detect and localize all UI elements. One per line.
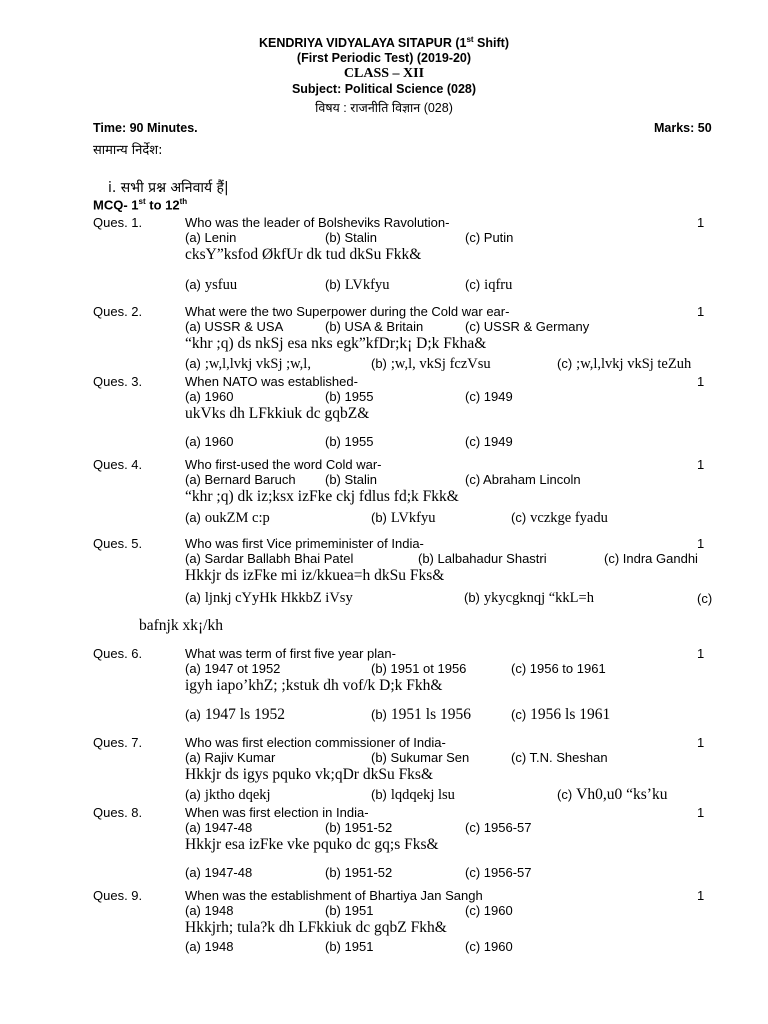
question-text: When was first election in India- xyxy=(185,805,369,820)
question-text-alt: Hkkjrh; tula?k dh LFkkiuk dc gqbZ Fkh& xyxy=(185,919,447,936)
question-text-alt: igyh iapo’khZ; ;kstuk dh vof/k D;k Fkh& xyxy=(185,677,443,694)
question-mark: 1 xyxy=(697,888,705,903)
option-c: (c) USSR & Germany xyxy=(465,319,590,334)
school-name: KENDRIYA VIDYALAYA SITAPUR (1st Shift) xyxy=(258,35,509,51)
question-text-alt: Hkkjr ds izFke mi iz/kkuea=h dkSu Fks& xyxy=(185,567,445,584)
alt-option-a: (a) 1948 xyxy=(185,939,234,954)
section-title: MCQ- 1st to 12th xyxy=(93,197,188,213)
alt-option-b: (b) 1951-52 xyxy=(325,865,393,880)
alt-option-c: (c) 1949 xyxy=(465,434,513,449)
question-label: Ques. 3. xyxy=(93,374,143,389)
alt-option-b: (b) 1951 ls 1956 xyxy=(371,706,471,723)
question-label: Ques. 7. xyxy=(93,735,143,750)
question-mark: 1 xyxy=(697,304,705,319)
alt-option-c-text: bafnjk xk¡/kh xyxy=(139,617,223,634)
question-text: What was term of first five year plan- xyxy=(185,646,396,661)
alt-option-c: (c) 1956 ls 1961 xyxy=(511,706,611,723)
question-label: Ques. 1. xyxy=(93,215,143,230)
subject-title-hindi: विषय : राजनीति विज्ञान (028) xyxy=(315,101,453,115)
subject-title: Subject: Political Science (028) xyxy=(291,82,477,96)
question-text: When NATO was established- xyxy=(185,374,358,389)
option-b: (b) Stalin xyxy=(325,472,378,487)
alt-option-c: (c) 1956-57 xyxy=(465,865,532,880)
question-text-alt: Hkkjr ds igys pquko vk;qDr dkSu Fks& xyxy=(185,766,434,783)
alt-option-a: (a) ysfuu xyxy=(185,277,238,293)
question-mark: 1 xyxy=(697,536,705,551)
class-title: CLASS – XII xyxy=(343,66,425,81)
question-mark: 1 xyxy=(697,735,705,750)
alt-option-c: (c) vczkge fyadu xyxy=(511,510,608,526)
question-text-alt: Hkkjr esa izFke vke pquko dc gq;s Fks& xyxy=(185,836,439,853)
question-text: Who was the leader of Bolsheviks Ravolution- xyxy=(185,215,450,230)
option-b: (b) 1951 ot 1956 xyxy=(371,661,467,676)
question-text-alt: cksY”ksfod ØkfUr dk tud dkSu Fkk& xyxy=(185,246,422,263)
option-b: (b) Lalbahadur Shastri xyxy=(418,551,547,566)
alt-option-a: (a) ljnkj cYyHk HkkbZ iVsy xyxy=(185,590,353,606)
instructions-title: सामान्य निर्देश: xyxy=(93,143,163,158)
question-text: When was the establishment of Bhartiya Jan Sangh xyxy=(185,888,483,903)
option-a: (a) Bernard Baruch xyxy=(185,472,296,487)
option-a: (a) Lenin xyxy=(185,230,237,245)
option-b: (b) USA & Britain xyxy=(325,319,424,334)
alt-option-a: (a) 1947-48 xyxy=(185,865,253,880)
alt-option-b: (b) LVkfyu xyxy=(371,510,436,526)
test-name: (First Periodic Test) (2019-20) xyxy=(296,51,472,65)
question-text: What were the two Superpower during the Cold war ear- xyxy=(185,304,510,319)
alt-option-b: (b) 1951 xyxy=(325,939,374,954)
option-c: (c) Putin xyxy=(465,230,514,245)
question-mark: 1 xyxy=(697,457,705,472)
question-mark: 1 xyxy=(697,805,705,820)
alt-option-b: (b) ;w,l, vkSj fczVsu xyxy=(371,356,491,372)
option-c: (c) 1949 xyxy=(465,389,513,404)
option-c: (c) T.N. Sheshan xyxy=(511,750,608,765)
question-text-alt: “khr ;q) ds nkSj esa nks egk”kfDr;k¡ D;k Fkha& xyxy=(185,335,487,352)
question-text: Who first-used the word Cold war- xyxy=(185,457,382,472)
alt-option-b: (b) LVkfyu xyxy=(325,277,390,293)
alt-option-a: (a) ;w,l,lvkj vkSj ;w,l, xyxy=(185,356,311,372)
max-marks: Marks: 50 xyxy=(654,121,712,135)
question-mark: 1 xyxy=(697,215,705,230)
option-a: (a) 1947 ot 1952 xyxy=(185,661,281,676)
option-c: (c) Abraham Lincoln xyxy=(465,472,581,487)
question-label: Ques. 4. xyxy=(93,457,143,472)
alt-option-c: (c) Vh0,u0 “ks’ku xyxy=(557,786,668,803)
question-label: Ques. 5. xyxy=(93,536,143,551)
question-text-alt: “khr ;q) dk iz;ksx izFke ckj fdlus fd;k Fkk& xyxy=(185,488,459,505)
option-b: (b) 1955 xyxy=(325,389,374,404)
question-text-alt: ukVks dh LFkkiuk dc gqbZ& xyxy=(185,405,370,422)
question-text: Who was first election commissioner of India- xyxy=(185,735,446,750)
question-label: Ques. 9. xyxy=(93,888,143,903)
option-b: (b) 1951-52 xyxy=(325,820,393,835)
alt-option-c: (c) xyxy=(697,591,713,606)
question-label: Ques. 2. xyxy=(93,304,143,319)
option-b: (b) Sukumar Sen xyxy=(371,750,470,765)
option-c: (c) 1960 xyxy=(465,903,513,918)
question-mark: 1 xyxy=(697,374,705,389)
option-c: (c) Indra Gandhi xyxy=(604,551,698,566)
question-text: Who was first Vice primeminister of India- xyxy=(185,536,424,551)
alt-option-c: (c) 1960 xyxy=(465,939,513,954)
alt-option-a: (a) jktho dqekj xyxy=(185,787,271,803)
option-b: (b) Stalin xyxy=(325,230,378,245)
alt-option-c: (c) ;w,l,lvkj vkSj teZuh xyxy=(557,356,692,372)
alt-option-b: (b) lqdqekj lsu xyxy=(371,787,455,803)
option-a: (a) Rajiv Kumar xyxy=(185,750,276,765)
alt-option-a: (a) oukZM c:p xyxy=(185,510,270,526)
option-c: (c) 1956 to 1961 xyxy=(511,661,606,676)
alt-option-a: (a) 1947 ls 1952 xyxy=(185,706,285,723)
instruction-item: i. सभी प्रश्न अनिवार्य हैं| xyxy=(108,180,229,196)
question-label: Ques. 6. xyxy=(93,646,143,661)
alt-option-b: (b) ykycgknqj “kkL=h xyxy=(464,590,594,606)
option-a: (a) 1948 xyxy=(185,903,234,918)
option-a: (a) USSR & USA xyxy=(185,319,284,334)
option-a: (a) 1947-48 xyxy=(185,820,253,835)
question-mark: 1 xyxy=(697,646,705,661)
alt-option-a: (a) 1960 xyxy=(185,434,234,449)
alt-option-b: (b) 1955 xyxy=(325,434,374,449)
option-a: (a) 1960 xyxy=(185,389,234,404)
option-b: (b) 1951 xyxy=(325,903,374,918)
question-label: Ques. 8. xyxy=(93,805,143,820)
alt-option-c: (c) iqfru xyxy=(465,277,513,293)
time-allowed: Time: 90 Minutes. xyxy=(93,121,198,135)
option-a: (a) Sardar Ballabh Bhai Patel xyxy=(185,551,354,566)
option-c: (c) 1956-57 xyxy=(465,820,532,835)
